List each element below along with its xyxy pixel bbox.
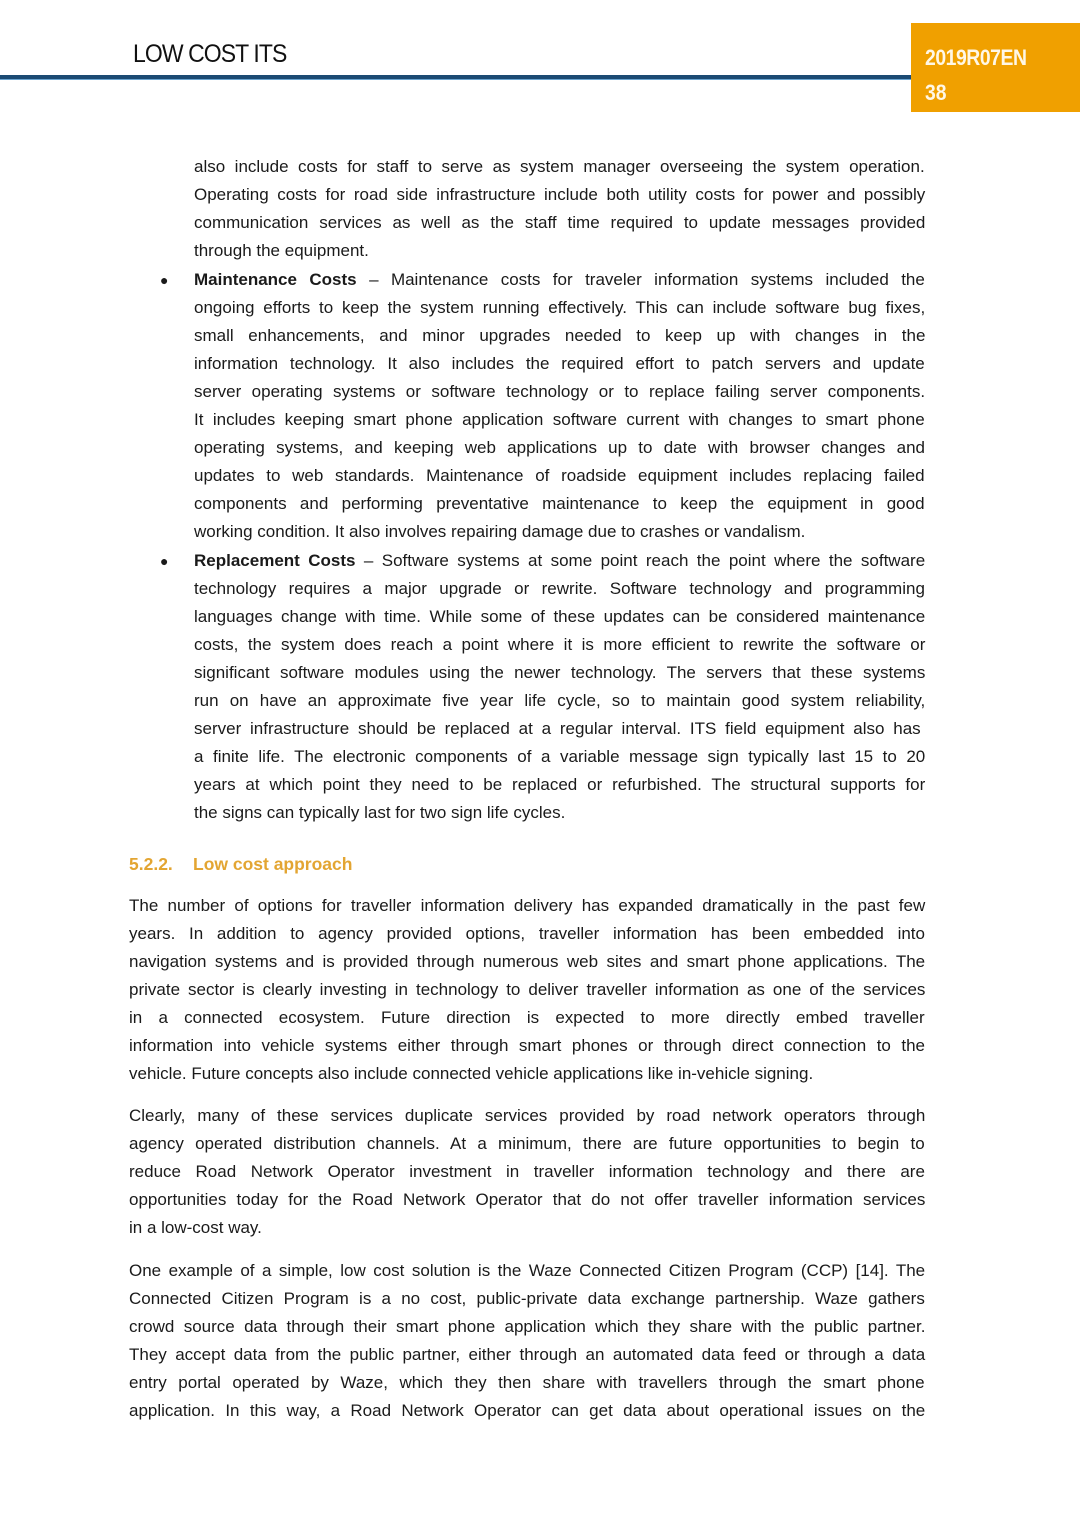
text-line: communication services as well as the staff time required to update messages provided [194,213,926,232]
text-line: languages change with time. While some of these updates can be considered maintenance [194,607,926,626]
text-line: They accept data from the public partner, either through an automated data feed or through a data [129,1345,926,1364]
text-line: small enhancements, and minor upgrades needed to keep up with changes in the [194,326,926,345]
section-heading [129,850,352,878]
text-line: operating systems, and keeping web applications up to date with browser changes and [194,438,926,457]
text-line: run on have an approximate five year life cycle, so to maintain good system reliability, [194,691,926,710]
bullet-term: Replacement Costs [194,551,356,570]
text-line: components and performing preventative maintenance to keep the equipment in good [194,494,925,513]
text-line: Replacement Costs – Software systems at some point reach the point where the software [194,551,926,570]
text-line: server operating systems or software technology or to replace failing server components. [194,382,926,401]
document-tag [911,23,1080,112]
text-line: application. In this way, a Road Network Operator can get data about operational issues on the [129,1401,926,1420]
text-line: significant software modules using the newer technology. The servers that these systems [194,663,926,682]
text-line: opportunities today for the Road Network Operator that do not offer traveller information services [129,1190,926,1209]
text-line: agency operated distribution channels. At a minimum, there are future opportunities to begin to [129,1134,925,1153]
text-line: costs, the system does reach a point where it is more efficient to rewrite the software or [194,635,926,654]
text-line: working condition. It also involves repairing damage due to crashes or vandalism. [194,522,806,541]
bullet-icon: ● [160,553,169,569]
text-line: ongoing efforts to keep the system running effectively. This can include software bug fixes, [194,298,926,317]
text-line: through the equipment. [194,241,369,260]
document-code: 2019R07EN [925,45,1027,70]
text-line: years. In addition to agency provided options, traveller information has been embedded into [129,924,925,943]
text-line: also include costs for staff to serve as system manager overseeing the system operation. [194,157,925,176]
page-number: 38 [925,80,947,105]
text-line: a finite life. The electronic components of a variable message sign typically last 15 to 20 [194,747,926,766]
text-line: years at which point they need to be replaced or refurbished. The structural supports for [194,775,926,794]
bullet-term: Maintenance Costs [194,270,357,289]
text-line: in a connected ecosystem. Future direction is expected to more directly embed traveller [129,1008,925,1027]
section-title: Low cost approach [193,854,353,874]
text-line: vehicle. Future concepts also include connected vehicle applications like in-vehicle signing. [129,1064,814,1083]
text-line: Maintenance Costs – Maintenance costs for traveler information systems included the [194,270,925,289]
text-line: information into vehicle systems either through smart phones or through direct connection to the [129,1036,925,1055]
text-line: navigation systems and is provided through numerous web sites and smart phone applications. The [129,952,926,971]
section-number: 5.2.2. [129,854,173,874]
bullet-icon: ● [160,272,169,288]
running-header-title: LOW COST ITS [133,40,287,68]
text-line: in a low-cost way. [129,1218,262,1237]
text-line: updates to web standards. Maintenance of roadside equipment includes replacing failed [194,466,925,485]
text-line: Clearly, many of these services duplicate services provided by road network operators through [129,1106,926,1125]
text-line: reduce Road Network Operator investment in traveller information technology and there are [129,1162,925,1181]
text-line: Operating costs for road side infrastructure include both utility costs for power and possibly [194,185,926,204]
text-line: information technology. It also includes the required effort to patch servers and update [194,354,925,373]
text-line: One example of a simple, low cost solution is the Waze Connected Citizen Program (CCP) [14]. The [129,1261,926,1280]
text-line: It includes keeping smart phone application software current with changes to smart phone [194,410,925,429]
text-line: entry portal operated by Waze, which they then share with travellers through the smart phone [129,1373,925,1392]
text-line: technology requires a major upgrade or rewrite. Software technology and programming [194,579,925,598]
text-line: The number of options for traveller information delivery has expanded dramatically in the past few [129,896,926,915]
text-line: Connected Citizen Program is a no cost, public-private data exchange partnership. Waze gathers [129,1289,925,1308]
text-line: the signs can typically last for two sign life cycles. [194,803,566,822]
text-line: crowd source data through their smart phone application which they share with the public partner. [129,1317,926,1336]
text-line: server infrastructure should be replaced at a regular interval. ITS field equipment also has [194,719,921,738]
text-line: private sector is clearly investing in technology to deliver traveller information as one of the services [129,980,926,999]
